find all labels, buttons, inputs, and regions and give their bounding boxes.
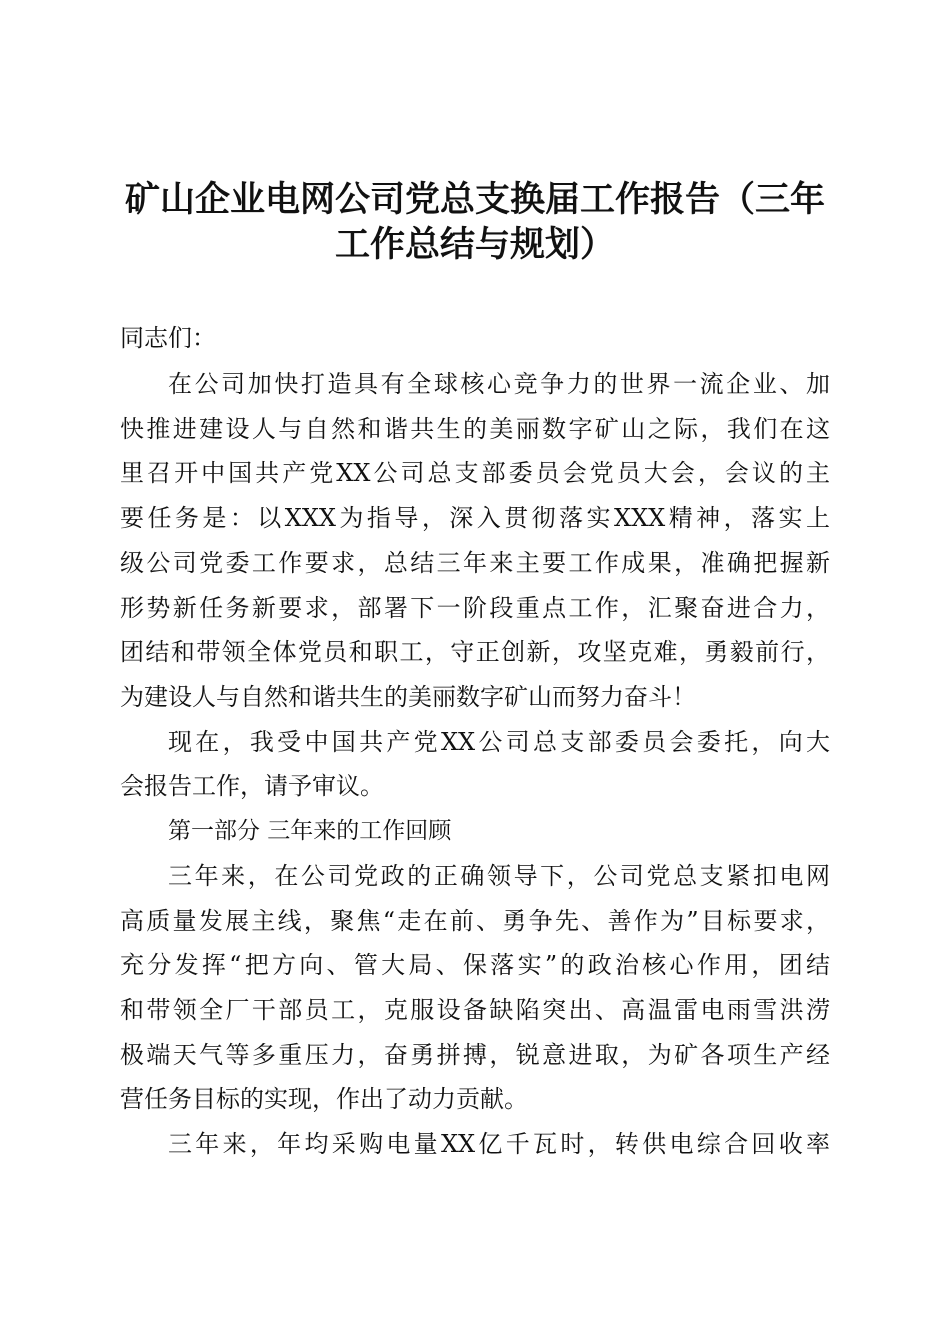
salutation: 同志们： [120, 324, 216, 352]
paragraph-3-line-2: 高质量发展主线，聚焦“走在前、勇争先、善作为”目标要求， [120, 907, 830, 935]
document-title-line-2: 工作总结与规划） [334, 225, 615, 265]
paragraph-1-line-4: 要任务是：以XXX为指导，深入贯彻落实XXX精神，落实上 [120, 504, 830, 532]
paragraph-1-line-7: 团结和带领全体党员和职工，守正创新，攻坚克难，勇毅前行， [120, 638, 830, 666]
paragraph-3-line-5: 极端天气等多重压力，奋勇拼搏，锐意进取，为矿各项生产经 [120, 1041, 830, 1069]
paragraph-3-line-3: 充分发挥“把方向、管大局、保落实”的政治核心作用，团结 [120, 951, 830, 979]
paragraph-2-line-1: 现在，我受中国共产党XX公司总支部委员会委托，向大 [168, 728, 830, 756]
paragraph-1-line-1: 在公司加快打造具有全球核心竞争力的世界一流企业、加 [168, 370, 830, 398]
document-title-line-1: 矿山企业电网公司党总支换届工作报告（三年 [124, 180, 825, 220]
paragraph-3-line-1: 三年来，在公司党政的正确领导下，公司党总支紧扣电网 [168, 862, 830, 890]
paragraph-1-line-8: 为建设人与自然和谐共生的美丽数字矿山而努力奋斗！ [120, 683, 696, 711]
paragraph-1-line-3: 里召开中国共产党XX公司总支部委员会党员大会，会议的主 [120, 459, 830, 487]
paragraph-1-line-2: 快推进建设人与自然和谐共生的美丽数字矿山之际，我们在这 [120, 415, 830, 443]
paragraph-3-line-4: 和带领全厂干部员工，克服设备缺陷突出、高温雷电雨雪洪涝 [120, 996, 830, 1024]
paragraph-2-line-2: 会报告工作，请予审议。 [120, 772, 384, 800]
paragraph-4-line-1: 三年来，年均采购电量XX亿千瓦时，转供电综合回收率 [168, 1130, 830, 1158]
paragraph-1-line-5: 级公司党委工作要求，总结三年来主要工作成果，准确把握新 [120, 549, 830, 577]
section-heading: 第一部分 三年来的工作回顾 [168, 818, 452, 844]
paragraph-1-line-6: 形势新任务新要求，部署下一阶段重点工作，汇聚奋进合力， [120, 594, 830, 622]
paragraph-3-line-6: 营任务目标的实现，作出了动力贡献。 [120, 1085, 528, 1113]
